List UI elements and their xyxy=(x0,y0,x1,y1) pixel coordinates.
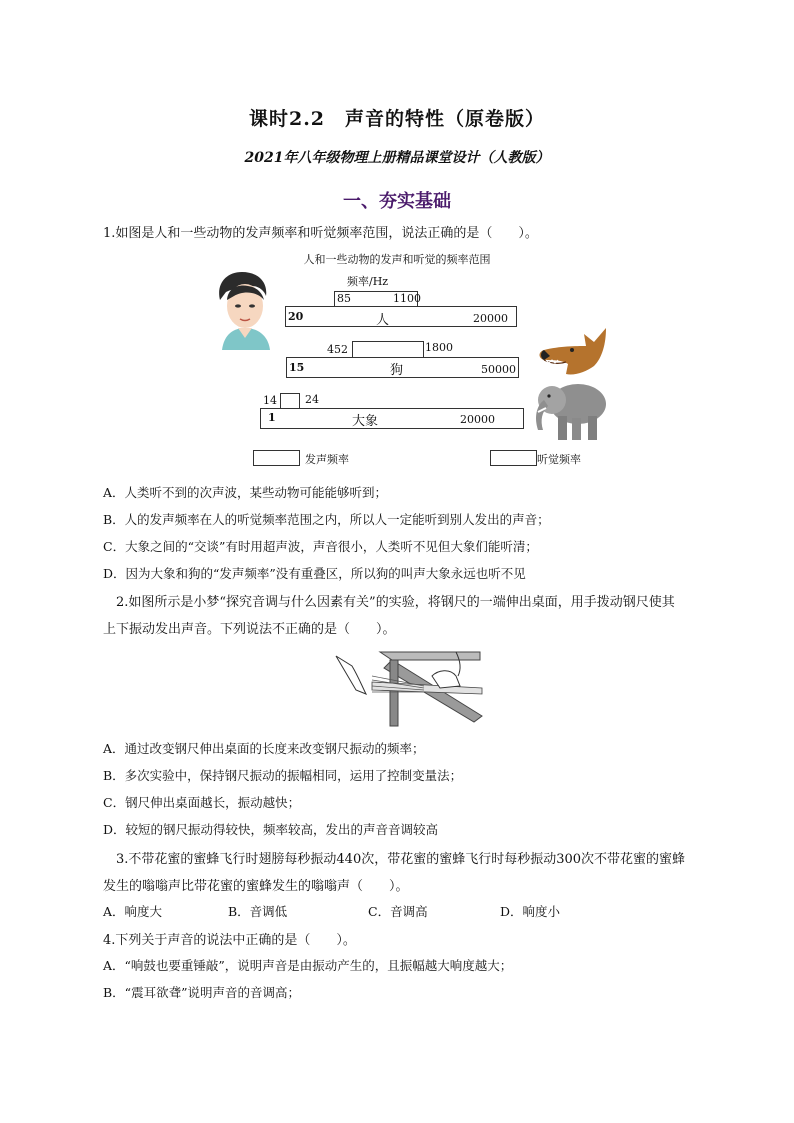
chart-title: 人和一些动物的发声和听觉的频率范围 xyxy=(303,253,491,266)
emit-high-person: 1100 xyxy=(393,292,421,305)
series-name-dog: 狗 xyxy=(390,363,404,378)
question-2-stem-line2: 上下振动发出声音。下列说法不正确的是（ ）。 xyxy=(103,622,396,637)
legend-swatch-emit xyxy=(253,450,300,466)
emit-low-elephant: 14 xyxy=(263,394,277,407)
emit-bar-dog xyxy=(352,341,424,358)
woman-illustration xyxy=(214,270,276,350)
question-2-stem-line1: 2.如图所示是小梦“探究音调与什么因素有关”的实验，将钢尺的一端伸出桌面，用手拨动钢尺使其 xyxy=(116,595,675,610)
emit-low-person: 85 xyxy=(337,292,351,305)
hear-high-dog: 50000 xyxy=(481,363,516,376)
q3-option-d: D．响度小 xyxy=(500,904,561,919)
elephant-illustration xyxy=(532,378,608,444)
q4-option-a: A．“响鼓也要重锤敲”，说明声音是由振动产生的，且振幅越大响度越大； xyxy=(103,958,513,973)
q1-option-a: A．人类听不到的次声波，某些动物可能能够听到； xyxy=(103,485,388,500)
page-title: 课时2.2 声音的特性（原卷版） xyxy=(248,108,546,130)
hear-low-dog: 15 xyxy=(289,361,305,374)
dog-illustration xyxy=(536,326,608,378)
question-3-stem-line1: 3.不带花蜜的蜜蜂飞行时翅膀每秒振动440次，带花蜜的蜜蜂飞行时每秒振动300次不带花蜜的蜜蜂 xyxy=(116,852,686,867)
question-4-stem: 4.下列关于声音的说法中正确的是（ ）。 xyxy=(103,933,356,948)
q2-option-b: B．多次实验中，保持钢尺振动的振幅相同，运用了控制变量法； xyxy=(103,768,463,783)
question-3-stem-line2: 发生的嗡嗡声比带花蜜的蜜蜂发生的嗡嗡声（ ）。 xyxy=(103,879,409,894)
section-heading: 一、夯实基础 xyxy=(343,191,451,212)
legend-label-hear: 听觉频率 xyxy=(537,453,581,466)
q1-option-c: C．大象之间的“交谈”有时用超声波，声音很小，人类听不见但大象们能听清； xyxy=(103,539,538,554)
hear-high-elephant: 20000 xyxy=(460,413,495,426)
series-name-elephant: 大象 xyxy=(352,414,379,429)
hear-low-person: 20 xyxy=(288,310,304,323)
hear-high-person: 20000 xyxy=(473,312,508,325)
series-name-person: 人 xyxy=(376,313,390,328)
q3-option-a: A．响度大 xyxy=(103,904,163,919)
legend-label-emit: 发声频率 xyxy=(305,453,349,466)
emit-high-elephant: 24 xyxy=(305,393,319,406)
q2-option-c: C．钢尺伸出桌面越长，振动越快； xyxy=(103,795,301,810)
question-1-stem: 1.如图是人和一些动物的发声频率和听觉频率范围，说法正确的是（ ）。 xyxy=(103,226,538,241)
q3-option-b: B．音调低 xyxy=(228,904,288,919)
q4-option-b: B．“震耳欲聋”说明声音的音调高； xyxy=(103,985,300,1000)
chart-unit-label: 频率/Hz xyxy=(347,275,389,288)
q1-option-b: B．人的发声频率在人的听觉频率范围之内，所以人一定能听到别人发出的声音； xyxy=(103,512,550,527)
page-subtitle: 2021年八年级物理上册精品课堂设计（人教版） xyxy=(244,150,550,166)
q3-option-c: C．音调高 xyxy=(368,904,428,919)
q2-option-d: D．较短的钢尺振动得较快，频率较高，发出的声音音调较高 xyxy=(103,822,439,837)
q1-option-d: D．因为大象和狗的“发声频率”没有重叠区，所以狗的叫声大象永远也听不见 xyxy=(103,566,526,581)
legend-swatch-hear xyxy=(490,450,537,466)
q2-option-a: A．通过改变钢尺伸出桌面的长度来改变钢尺振动的频率； xyxy=(103,741,425,756)
emit-high-dog: 1800 xyxy=(425,341,453,354)
emit-bar-elephant xyxy=(280,393,300,409)
emit-low-dog: 452 xyxy=(327,343,348,356)
steel-ruler-illustration xyxy=(332,646,488,728)
hear-low-elephant: 1 xyxy=(268,411,276,424)
